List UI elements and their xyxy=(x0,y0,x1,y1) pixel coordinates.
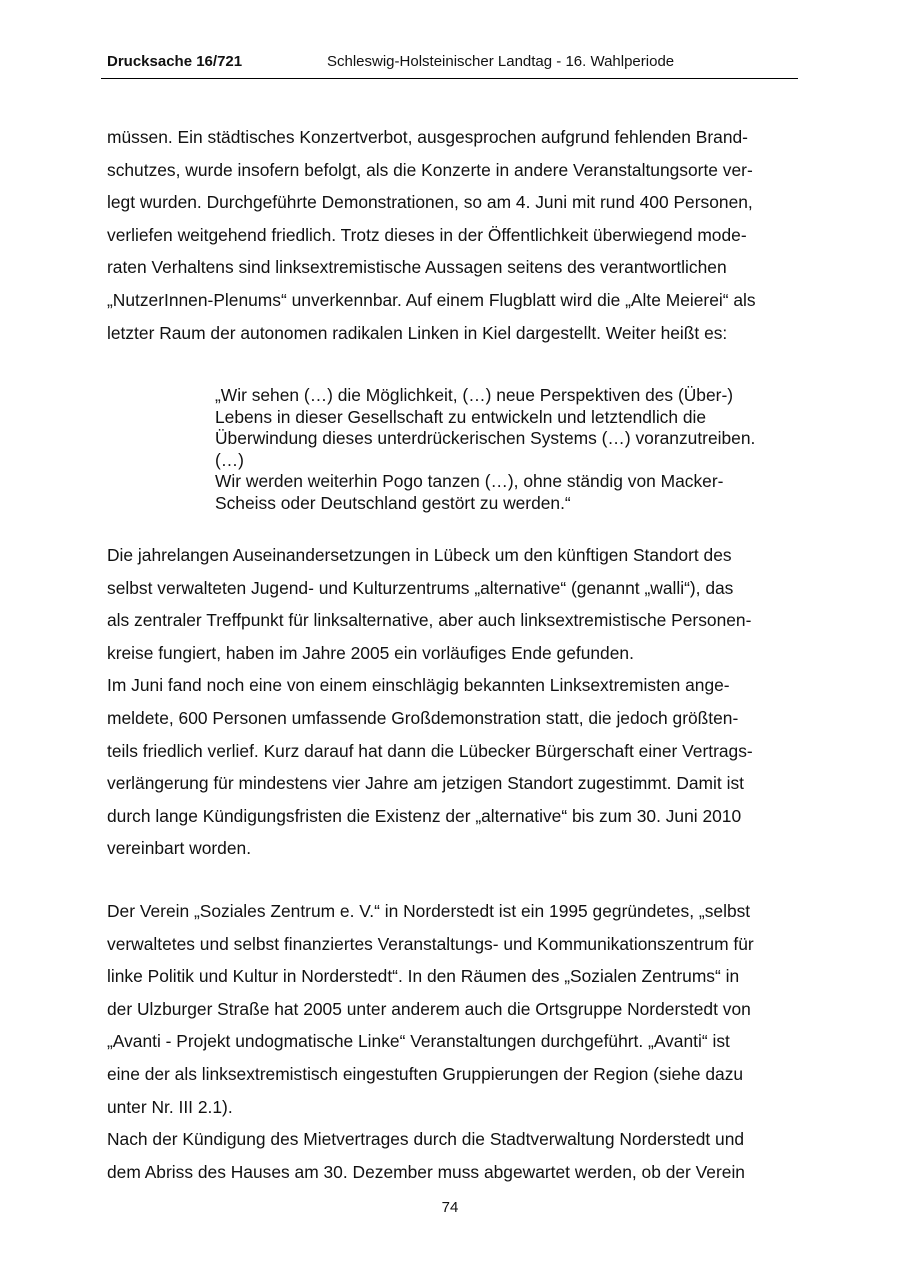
text-line: Im Juni fand noch eine von einem einschlägig bekannten Linksextremisten ange- xyxy=(107,675,730,696)
document-number: Drucksache 16/721 xyxy=(107,53,243,70)
quote-line: „Wir sehen (…) die Möglichkeit, (…) neue Perspektiven des (Über-) xyxy=(215,385,734,405)
text-line: Die jahrelangen Auseinandersetzungen in Lübeck um den künftigen Standort des xyxy=(107,545,732,565)
text-line: als zentraler Treffpunkt für linksalternative, aber auch linksextremistische Personen- xyxy=(107,610,752,631)
block-quote xyxy=(215,385,805,514)
text-line: raten Verhaltens sind linksextremistische Aussagen seitens des verantwortlichen xyxy=(107,257,727,278)
text-line: meldete, 600 Personen umfassende Großdemonstration statt, die jedoch größten- xyxy=(107,707,739,728)
text-line: verliefen weitgehend friedlich. Trotz dieses in der Öffentlichkeit überwiegend mode- xyxy=(107,224,747,245)
text-line: unter Nr. III 2.1). xyxy=(107,1096,233,1117)
text-line: letzter Raum der autonomen radikalen Linken in Kiel dargestellt. Weiter heißt es: xyxy=(107,322,728,343)
text-line: verwaltetes und selbst finanziertes Veranstaltungs- und Kommunikationszentrum für xyxy=(107,933,754,954)
page-number: 74 xyxy=(441,1199,459,1216)
quote-line: (…) xyxy=(215,449,244,470)
text-line: müssen. Ein städtisches Konzertverbot, ausgesprochen aufgrund fehlenden Brand- xyxy=(107,127,748,147)
text-line: verlängerung für mindestens vier Jahre am jetzigen Standort zugestimmt. Damit ist xyxy=(107,773,744,794)
quote-line: Wir werden weiterhin Pogo tanzen (…), ohne ständig von Macker- xyxy=(215,471,724,491)
paragraph-alte-meierei xyxy=(107,121,807,349)
paragraph-soziales-zentrum xyxy=(107,895,807,1188)
quote-line: Scheiss oder Deutschland gestört zu werden.“ xyxy=(215,492,571,513)
text-line: schutzes, wurde insofern befolgt, als die Konzerte in andere Veranstaltungsorte ver- xyxy=(107,159,753,180)
text-line: vereinbart worden. xyxy=(107,838,252,859)
text-line: linke Politik und Kultur in Norderstedt“. In den Räumen des „Sozialen Zentrums“ in xyxy=(107,966,740,987)
text-line: Nach der Kündigung des Mietvertrages durch die Stadtverwaltung Norderstedt und xyxy=(107,1129,745,1150)
text-line: „NutzerInnen-Plenums“ unverkennbar. Auf einem Flugblatt wird die „Alte Meierei“ als xyxy=(107,289,756,310)
page-header xyxy=(101,52,798,79)
text-line: selbst verwalteten Jugend- und Kulturzentrums „alternative“ (genannt „walli“), das xyxy=(107,577,734,598)
quote-line: Lebens in dieser Gesellschaft zu entwickeln und letztendlich die xyxy=(215,406,707,427)
text-line: kreise fungiert, haben im Jahre 2005 ein vorläufiges Ende gefunden. xyxy=(107,642,634,663)
paragraph-luebeck-alternative xyxy=(107,539,807,865)
text-line: der Ulzburger Straße hat 2005 unter anderem auch die Ortsgruppe Norderstedt von xyxy=(107,998,751,1019)
text-line: legt wurden. Durchgeführte Demonstrationen, so am 4. Juni mit rund 400 Personen, xyxy=(107,192,753,213)
text-line: teils friedlich verlief. Kurz darauf hat dann die Lübecker Bürgerschaft einer Vertrags- xyxy=(107,740,753,761)
text-line: „Avanti - Projekt undogmatische Linke“ Veranstaltungen durchgeführt. „Avanti“ ist xyxy=(107,1031,730,1052)
text-line: Der Verein „Soziales Zentrum e. V.“ in Norderstedt ist ein 1995 gegründetes, „selbst xyxy=(107,901,751,921)
parliament-title: Schleswig-Holsteinischer Landtag - 16. Wahlperiode xyxy=(327,53,675,70)
text-line: eine der als linksextremistisch eingestuften Gruppierungen der Region (siehe dazu xyxy=(107,1063,744,1084)
text-line: dem Abriss des Hauses am 30. Dezember muss abgewartet werden, ob der Verein xyxy=(107,1161,745,1182)
quote-line: Überwindung dieses unterdrückerischen Systems (…) voranzutreiben. xyxy=(215,428,756,448)
text-line: durch lange Kündigungsfristen die Existenz der „alternative“ bis zum 30. Juni 2010 xyxy=(107,805,742,826)
